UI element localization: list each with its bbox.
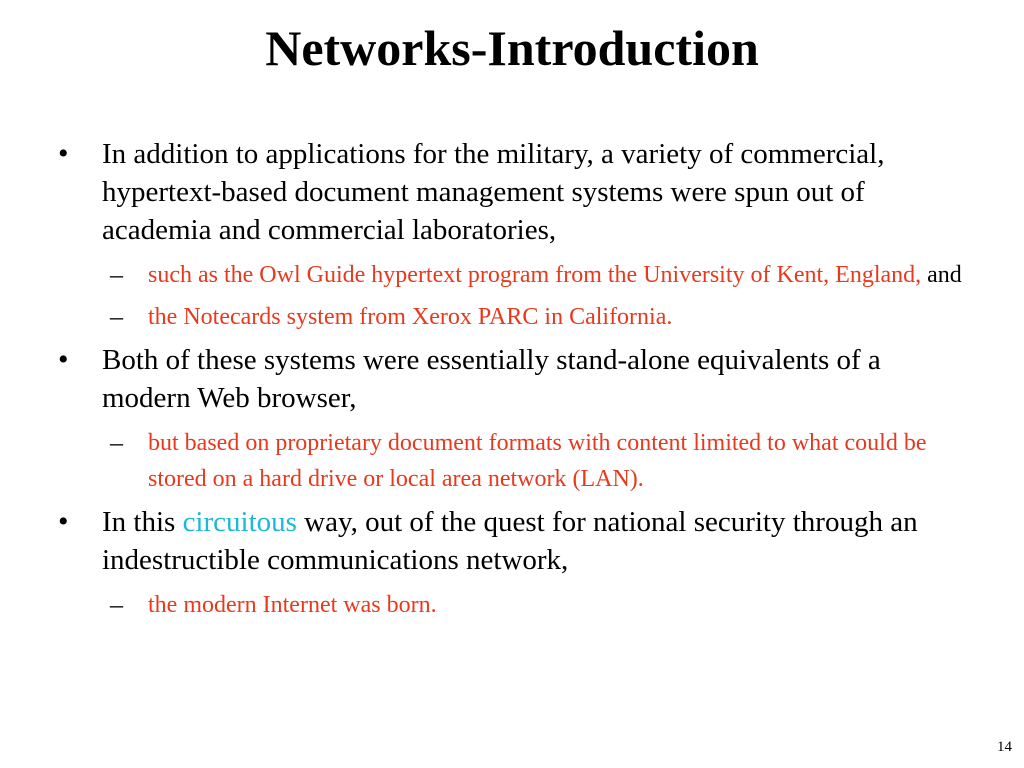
sub-bullet-text: but based on proprietary document formats with content limited to what could be stored on a hard drive or local area network (LAN).	[148, 430, 927, 492]
sub-bullet-text: such as the Owl Guide hypertext program from the University of Kent, England,	[148, 262, 922, 288]
bullet-text: Both of these systems were essentially stand-alone equivalents of a modern Web browser,	[102, 344, 881, 414]
bullet-marker: •	[58, 137, 69, 170]
bullet-text: In addition to applications for the military, a variety of commercial, hypertext-based document management systems were spun out of academia and commercial laboratories,	[102, 138, 885, 246]
bullet-marker: •	[58, 343, 69, 376]
bullet-point	[58, 135, 968, 249]
highlighted-word: circuitous	[182, 506, 297, 538]
bullet-text-continuation: way, out of the quest for national security through an indestructible communications network,	[102, 506, 918, 576]
sub-bullet-point	[58, 299, 968, 335]
bullet-marker: •	[58, 505, 69, 538]
sub-bullet-marker: –	[110, 302, 123, 331]
sub-bullet-marker: –	[110, 260, 123, 289]
sub-bullet-text: the Notecards system from Xerox PARC in California.	[148, 304, 673, 330]
bullet-text: In this	[102, 506, 183, 538]
sub-bullet-marker: –	[110, 590, 123, 619]
sub-bullet-text-continuation: and	[921, 262, 962, 288]
bullet-point	[58, 503, 968, 579]
sub-bullet-marker: –	[110, 428, 123, 457]
bullet-point	[58, 341, 968, 417]
sub-bullet-point	[58, 425, 968, 497]
page-number: 14	[997, 739, 1012, 755]
slide-content	[58, 135, 968, 629]
sub-bullet-point	[58, 587, 968, 623]
slide-title: Networks-Introduction	[265, 20, 759, 76]
sub-bullet-text: the modern Internet was born.	[148, 592, 437, 618]
sub-bullet-point	[58, 257, 968, 293]
